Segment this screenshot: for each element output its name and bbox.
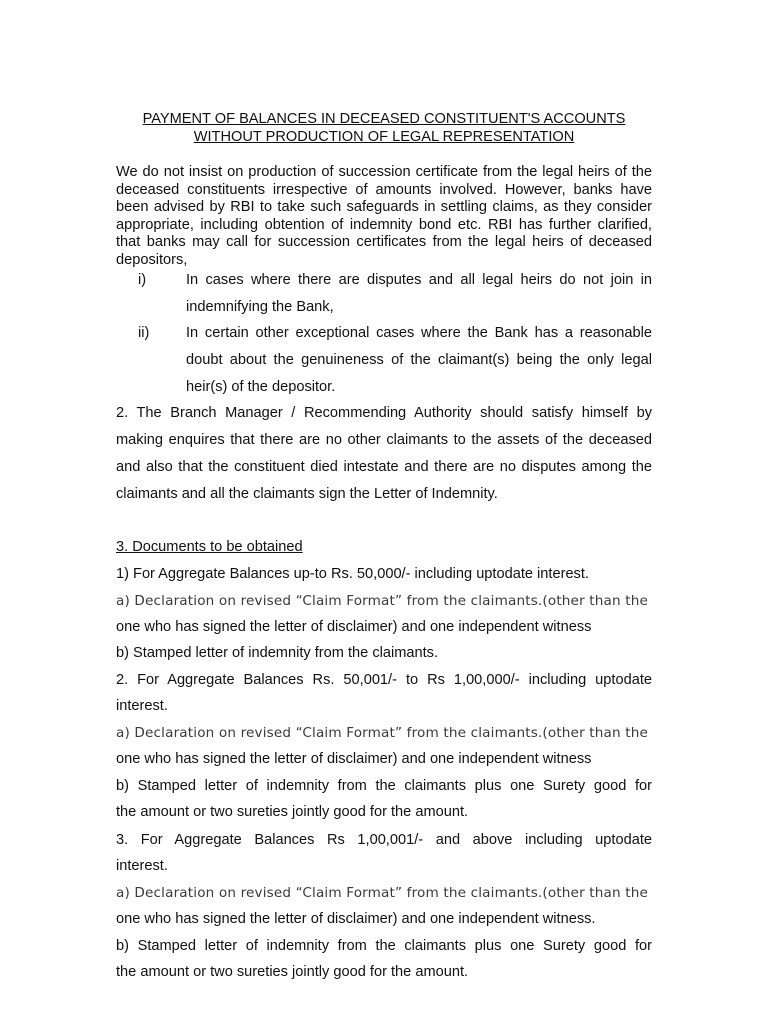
list-item	[116, 320, 652, 401]
list-item-number: i)	[138, 272, 147, 288]
section-2-declaration: a) Declaration on revised “Claim Format” from the claimants.(other than the	[116, 725, 649, 741]
section-2-declaration-cont: one who has signed the letter of disclaimer) and one independent witness	[116, 751, 592, 767]
section-3-indemnity-cont: the amount or two sureties jointly good for the amount.	[116, 964, 469, 980]
section-3-declaration: a) Declaration on revised “Claim Format” from the claimants.(other than the	[116, 885, 649, 901]
section-2-heading-cont: interest.	[116, 698, 168, 714]
title-line-2: WITHOUT PRODUCTION OF LEGAL REPRESENTATION	[193, 129, 575, 145]
list-item-text: In certain other exceptional cases where the Bank has a reasonable doubt about the genuineness of the claimant(s) being the only legal heir(s) of the depositor.	[186, 325, 652, 395]
list-item	[116, 267, 652, 321]
paragraph-2: 2. The Branch Manager / Recommending Authority should satisfy himself by making enquires that there are no other claimants to the assets of the deceased and also that the constituent died intestate and there are no disputes among the claimants and all the claimants sign the Letter of Indemnity.	[116, 405, 652, 502]
section-2-heading: 2. For Aggregate Balances Rs. 50,001/- to Rs 1,00,000/- including uptodate	[116, 672, 652, 688]
section-3-heading: 3. For Aggregate Balances Rs 1,00,001/- and above including uptodate	[116, 832, 652, 848]
list-item-number: ii)	[138, 325, 150, 341]
title-line-1: PAYMENT OF BALANCES IN DECEASED CONSTITUENT'S ACCOUNTS	[142, 111, 626, 127]
section-2-indemnity: b) Stamped letter of indemnity from the claimants plus one Surety good for	[116, 778, 652, 794]
list-item-text: In cases where there are disputes and all legal heirs do not join in indemnifying the Bank,	[186, 272, 652, 315]
section-1-declaration: a) Declaration on revised “Claim Format” from the claimants.(other than the	[116, 593, 649, 609]
intro-paragraph: We do not insist on production of succession certificate from the legal heirs of the deceased constituents irrespective of amounts involved. However, banks have been advised by RBI to take such safeguards in settling claims, as they consider appropriate, including obtention of indemnity bond etc. RBI has further clarified, that banks may call for succession certificates from the legal heirs of deceased depositors,	[116, 164, 652, 268]
section-1-declaration-cont: one who has signed the letter of disclaimer) and one independent witness	[116, 619, 592, 635]
section-3-heading-cont: interest.	[116, 858, 168, 874]
section-3-indemnity: b) Stamped letter of indemnity from the claimants plus one Surety good for	[116, 938, 652, 954]
section-3-declaration-cont: one who has signed the letter of disclaimer) and one independent witness.	[116, 911, 596, 927]
documents-heading: 3. Documents to be obtained	[116, 539, 303, 555]
section-2-indemnity-cont: the amount or two sureties jointly good for the amount.	[116, 804, 469, 820]
section-1-heading: 1) For Aggregate Balances up-to Rs. 50,000/- including uptodate interest.	[116, 566, 589, 582]
section-1-indemnity: b) Stamped letter of indemnity from the claimants.	[116, 645, 439, 661]
